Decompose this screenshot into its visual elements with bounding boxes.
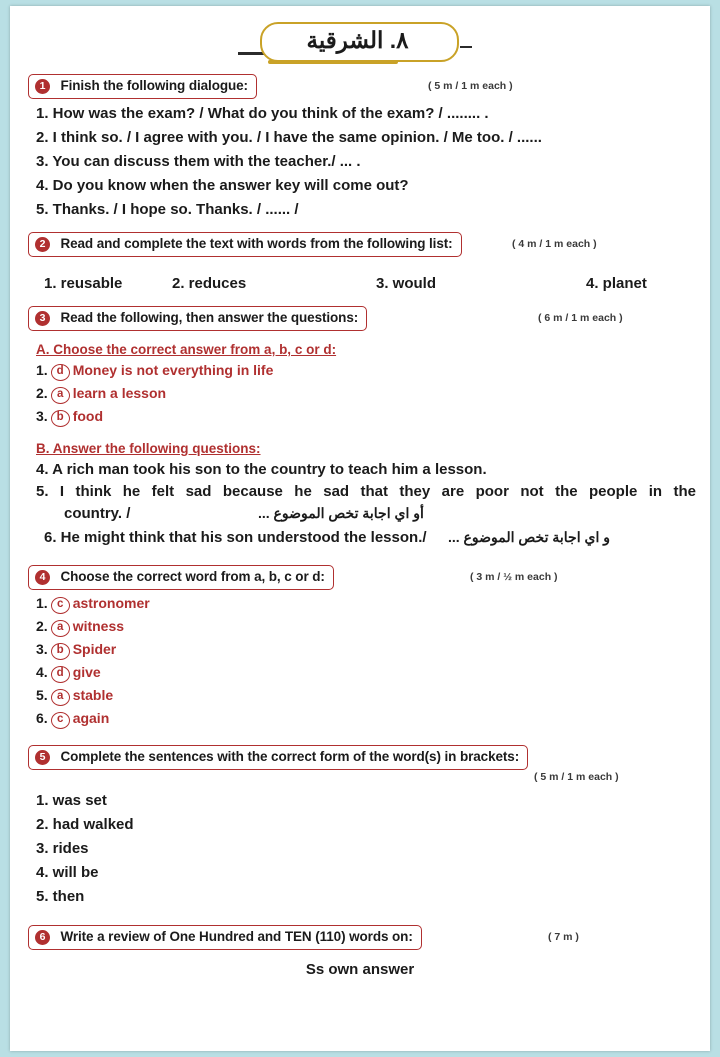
continuation-text: country. / [64,505,131,522]
question-4-header [28,565,334,590]
question-6-header [28,925,422,950]
question-5-answer: 5. then [36,888,85,905]
item-number: 6. [36,710,48,726]
question-2-answer: 4. planet [586,275,647,292]
page-header [10,6,710,68]
choice-letter: d [51,364,70,381]
question-2-header [28,232,462,257]
question-4-header-row [28,565,692,591]
question-1-answer: 1. How was the exam? / What do you think of the exam? / ........ . [36,105,489,122]
question-1-number: 1 [35,79,50,94]
question-2-header-row [28,232,692,258]
item-number: 3. [36,641,48,657]
question-3-marks: ( 6 m / 1 m each ) [538,312,623,324]
choice-text: witness [72,618,125,634]
question-3-b-item-continuation-row [28,503,692,525]
choice-letter: d [51,666,70,683]
choice-text: stable [72,687,114,703]
choice-letter: c [51,597,70,614]
question-4-item [36,708,692,729]
item-number: 2. [36,618,48,634]
question-2-number: 2 [35,237,50,252]
question-1-title: Finish the following dialogue: [60,78,248,93]
item-number: 3. [36,408,48,424]
question-5-answer: 2. had walked [36,816,134,833]
question-3-b-item: 5. I think he felt sad because he sad that they are poor not the people in the [36,483,696,500]
question-5-title: Complete the sentences with the correct form of the word(s) in brackets: [60,749,520,764]
item-number: 4. [36,664,48,680]
choice-text: give [72,664,101,680]
question-1-answer: 3. You can discuss them with the teacher./ ... . [36,153,361,170]
question-3-b-item-row [28,527,692,551]
choice-letter: c [51,712,70,729]
question-3-b-item: 6. He might think that his son understood the lesson./ [44,529,427,546]
header-underline [268,60,398,64]
question-3-header [28,306,367,331]
question-5-number: 5 [35,750,50,765]
question-3-a-item [36,383,692,404]
choice-letter: b [51,410,70,427]
question-2-title: Read and complete the text with words from the following list: [60,236,453,251]
question-5-marks-row [28,771,692,787]
question-4-item [36,685,692,706]
question-2-marks: ( 4 m / 1 m each ) [512,238,597,250]
question-5-header [28,745,528,770]
choice-text: astronomer [72,595,150,611]
arabic-note: أو اي اجابة تخص الموضوع ... [258,505,424,521]
choice-letter: b [51,643,70,660]
question-4-item [36,616,692,637]
question-6-header-row [28,925,692,951]
question-2-answer: 3. would [376,275,436,292]
question-4-title: Choose the correct word from a, b, c or d: [60,569,325,584]
question-5-answer: 1. was set [36,792,107,809]
choice-text: Spider [72,641,117,657]
page-title: ٨. الشرقية [306,27,409,53]
question-5-answer: 3. rides [36,840,89,857]
question-1-answer: 4. Do you know when the answer key will come out? [36,177,409,194]
choice-letter: a [51,620,70,637]
question-3-b-item: 4. A rich man took his son to the country to teach him a lesson. [36,461,487,478]
question-4-item [36,662,692,683]
item-number: 1. [36,595,48,611]
item-number: 1. [36,362,48,378]
choice-text: Money is not everything in life [72,362,274,378]
answer-key-page [10,6,710,1051]
choice-letter: a [51,689,70,706]
question-2-answer: 2. reduces [172,275,247,292]
question-2-answer: 1. reusable [44,275,123,292]
question-1-marks: ( 5 m / 1 m each ) [428,80,513,92]
question-6-number: 6 [35,930,50,945]
question-6-title: Write a review of One Hundred and TEN (110) words on: [60,929,413,944]
question-4-item [36,639,692,660]
header-dash-right [460,46,472,48]
choice-text: learn a lesson [72,385,167,401]
question-4-item [36,593,692,614]
question-5-marks: ( 5 m / 1 m each ) [534,771,619,783]
question-1-answer: 5. Thanks. / I hope so. Thanks. / ...... / [36,201,299,218]
question-3-header-row [28,306,692,332]
question-3-section-b-heading: B. Answer the following questions: [36,441,261,456]
question-3-section-a-heading: A. Choose the correct answer from a, b, c or d: [36,342,337,357]
question-3-title: Read the following, then answer the questions: [60,310,359,325]
choice-text: food [72,408,104,424]
question-2-answers-row [28,270,692,300]
item-number: 2. [36,385,48,401]
question-6-answer: Ss own answer [305,961,415,978]
question-1-header [28,74,257,99]
question-1-header-row [28,74,692,100]
page-content [10,74,710,978]
question-5-answer: 4. will be [36,864,99,881]
question-3-a-item [36,406,692,427]
choice-letter: a [51,387,70,404]
question-3-a-item [36,360,692,381]
question-5-header-row [28,745,692,771]
question-4-number: 4 [35,570,50,585]
arabic-note: و اي اجابة تخص الموضوع ... [448,529,610,545]
question-4-marks: ( 3 m / ½ m each ) [470,571,558,583]
question-3-number: 3 [35,311,50,326]
choice-text: again [72,710,110,726]
item-number: 5. [36,687,48,703]
question-1-answer: 2. I think so. / I agree with you. / I have the same opinion. / Me too. / ...... [36,129,542,146]
question-6-marks: ( 7 m ) [548,931,579,943]
